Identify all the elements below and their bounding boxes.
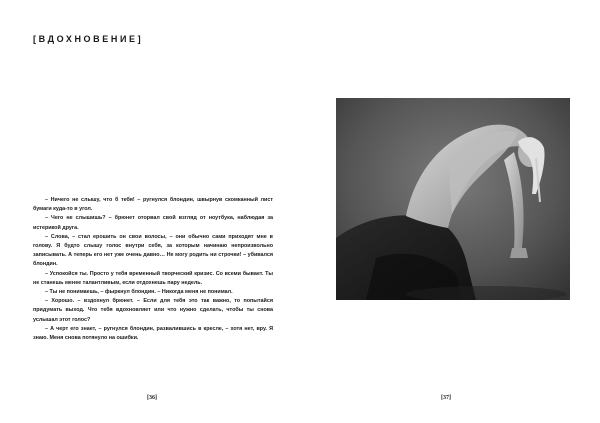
- photo-man-arching-back: [336, 98, 570, 300]
- section-title: [ВДОХНОВЕНИЕ]: [33, 34, 144, 44]
- paragraph: – А черт его знает, – ругнулся блондин, развалившись в кресле, – хотя нет, вру. Я знаю. Меня снова потянуло на ошибки.: [33, 325, 273, 342]
- page-number-right: [37]: [441, 395, 451, 401]
- paragraph: – Ты не понимаешь, – фыркнул блондин. – Никогда меня не понимал.: [45, 289, 233, 296]
- paragraph: – Слова, – стал ерошить он свои волосы, – они обычно сами приходят мне в голову. Я будто слышу голос внутри себя, за которым начинаю непроизвольно записывать. А теперь его нет уже очень давно… Не могу родить ни строчки! – убивался блондин.: [33, 233, 273, 268]
- photo-illustration: [336, 98, 570, 300]
- paragraph: – Чего не слышишь? – брюнет оторвал свой взгляд от ноутбука, наблюдая за истерикой друга.: [33, 215, 273, 231]
- story-text: [33, 196, 273, 343]
- paragraph: – Успокойся ты. Просто у тебя временный творческий кризис. Со всеми бывает. Ты не станешь менее талантливым, если отдохнешь пару недель.: [33, 270, 273, 286]
- paragraph: – Хорошо. – вздохнул брюнет. – Если для тебя это так важно, то попытайся придумать выход. Что тебя вдохновляет или что нужно сделать, чтобы ты снова услышал этот голос?: [33, 298, 273, 323]
- page-number-left: [36]: [147, 395, 157, 401]
- paragraph: – Ничего не слышу, что б тебя! – ругнулся блондин, швырнув скомканный лист бумаги куда-то в угол.: [33, 197, 273, 213]
